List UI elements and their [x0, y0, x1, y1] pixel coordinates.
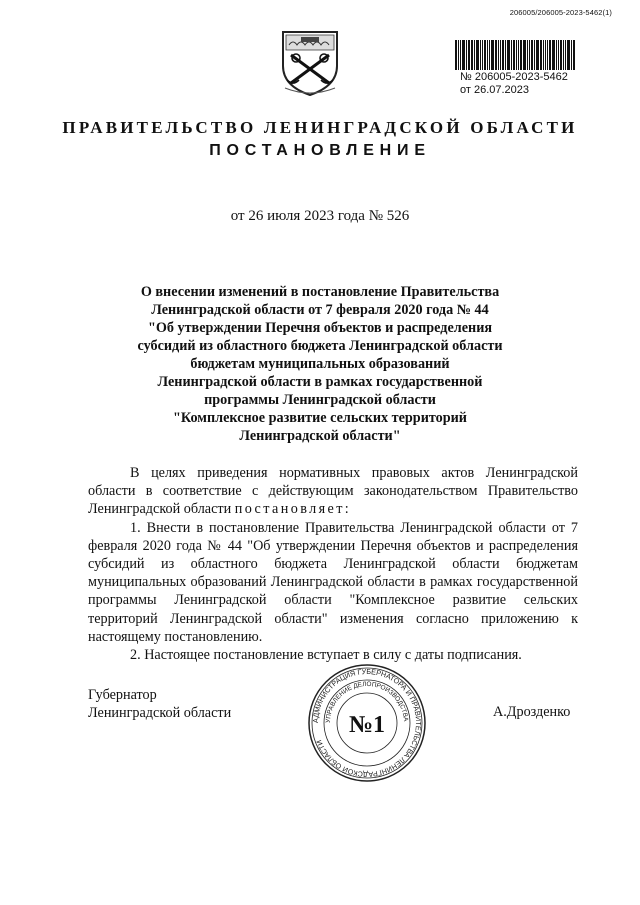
- barcode-bar: [573, 40, 575, 70]
- barcode-bar: [466, 40, 467, 70]
- barcode-bar: [567, 40, 570, 70]
- barcode-bar: [495, 40, 497, 70]
- signer-title-line: Ленинградской области: [88, 705, 232, 721]
- subject-line: "Об утверждении Перечня объектов и распределения: [147, 320, 493, 336]
- subject-line: Ленинградской области в рамках государственной: [157, 374, 483, 390]
- barcode-bar: [527, 40, 528, 70]
- barcode-bar: [543, 40, 544, 70]
- barcode-bar: [545, 40, 546, 70]
- barcode-bar: [474, 40, 475, 70]
- barcode-bar: [511, 40, 512, 70]
- barcode-bar: [571, 40, 572, 70]
- barcode-bar: [484, 40, 486, 70]
- registration-number: № 206005-2023-5462: [460, 71, 568, 83]
- signer-title: [88, 686, 231, 722]
- registration-info: [460, 71, 568, 97]
- coat-of-arms-icon: [277, 28, 343, 98]
- barcode-bar: [518, 40, 519, 70]
- barcode-bar: [558, 40, 559, 70]
- barcode-bar: [560, 40, 562, 70]
- subject-line: Ленинградской области от 7 февраля 2020 года № 44: [151, 302, 489, 318]
- barcode-bar: [489, 40, 490, 70]
- barcode-bar: [534, 40, 535, 70]
- barcode-bar: [460, 40, 461, 70]
- barcode-bar: [540, 40, 542, 70]
- document-date-number: от 26 июля 2023 года № 526: [230, 208, 410, 224]
- seal-number: №1: [348, 712, 386, 738]
- barcode-bar: [563, 40, 564, 70]
- barcode-bar: [556, 40, 557, 70]
- barcode-bar: [502, 40, 504, 70]
- barcode-bar: [471, 40, 473, 70]
- resolves-word: постановляет:: [234, 501, 352, 518]
- barcode-bar: [480, 40, 481, 70]
- barcode-bar: [476, 40, 479, 70]
- official-seal-stamp: [306, 662, 428, 784]
- barcode-bar: [536, 40, 539, 70]
- subject-line: "Комплексное развитие сельских территорий: [173, 410, 467, 426]
- barcode-bar: [552, 40, 555, 70]
- subject-line: субсидий из областного бюджета Ленинградской области: [137, 338, 503, 354]
- svg-text:АДМИНИСТРАЦИЯ ГУБЕРНАТОРА И ПР: АДМИНИСТРАЦИЯ ГУБЕРНАТОРА И ПРАВИТЕЛЬСТВА ЛЕНИНГРАДСКОЙ ОБЛАСТИ: [310, 666, 424, 780]
- document-type: ПОСТАНОВЛЕНИЕ: [209, 142, 431, 159]
- top-registration-code: 206005/206005-2023-5462(1): [509, 8, 612, 17]
- subject-line: бюджетам муниципальных образований: [190, 356, 450, 372]
- barcode-bar: [523, 40, 526, 70]
- subject-line: Ленинградской области": [239, 428, 401, 444]
- barcode: [455, 40, 580, 70]
- registration-date: от 26.07.2023: [460, 84, 530, 96]
- document-body: [88, 464, 578, 664]
- intro-text: В целях приведения нормативных правовых актов Ленинградской области в соответствие с действующим законодательством Правительство Ленинградской области: [88, 465, 578, 518]
- barcode-bar: [505, 40, 506, 70]
- barcode-bar: [455, 40, 457, 70]
- subject-line: программы Ленинградской области: [204, 392, 436, 408]
- barcode-bar: [498, 40, 499, 70]
- body-paragraph-intro: [88, 464, 578, 519]
- barcode-bar: [462, 40, 465, 70]
- barcode-bar: [491, 40, 494, 70]
- body-paragraph-item-1: 1. Внести в постановление Правительства Ленинградской области от 7 февраля 2020 года № 44 "Об утверждении Перечня объектов и распределения субсидий из областного бюджета Ленинградской области бюджетам муниципальных образований Ленинградской области в рамках государственной программы Ленинградской области "Комплексное развитие сельских территорий Ленинградской области" изменения согласно приложению к настоящему постановлению.: [88, 519, 578, 645]
- barcode-bar: [487, 40, 488, 70]
- barcode-bar: [458, 40, 459, 70]
- barcode-bar: [500, 40, 501, 70]
- barcode-bar: [507, 40, 510, 70]
- barcode-bar: [531, 40, 533, 70]
- svg-text:УПРАВЛЕНИЕ ДЕЛОПРОИЗВОДСТВА: УПРАВЛЕНИЕ ДЕЛОПРОИЗВОДСТВА: [324, 680, 410, 724]
- government-title: ПРАВИТЕЛЬСТВО ЛЕНИНГРАДСКОЙ ОБЛАСТИ: [62, 118, 578, 137]
- barcode-bar: [565, 40, 566, 70]
- signer-title-line: Губернатор: [88, 687, 157, 703]
- barcode-bar: [529, 40, 530, 70]
- barcode-bar: [547, 40, 548, 70]
- document-subject: [120, 283, 520, 445]
- barcode-bar: [513, 40, 515, 70]
- barcode-bar: [520, 40, 522, 70]
- barcode-bar: [516, 40, 517, 70]
- barcode-bar: [482, 40, 483, 70]
- signer-name: А.Дрозденко: [493, 704, 571, 720]
- body-paragraph-item-2: 2. Настоящее постановление вступает в силу с даты подписания.: [130, 647, 522, 664]
- barcode-bar: [468, 40, 470, 70]
- barcode-bar: [549, 40, 551, 70]
- subject-line: О внесении изменений в постановление Правительства: [140, 284, 500, 300]
